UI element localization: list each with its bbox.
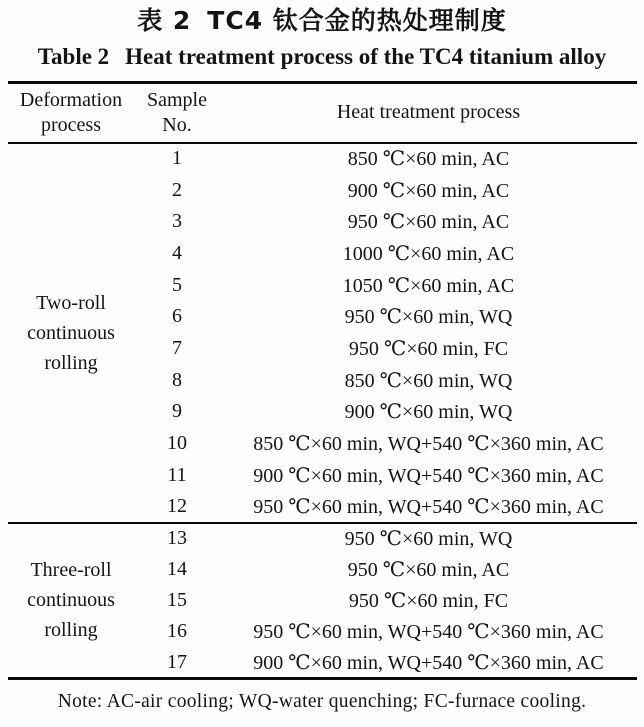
process-cell: 950 ℃×60 min, WQ+540 ℃×360 min, AC: [253, 495, 604, 518]
process-cell: 950 ℃×60 min, WQ+540 ℃×360 min, AC: [253, 621, 604, 644]
sample-no: 11: [167, 463, 187, 486]
sample-no: 2: [172, 178, 182, 201]
group-three-roll: [8, 523, 637, 679]
heat-treatment-table: [8, 81, 637, 680]
sample-no: 8: [172, 368, 182, 391]
col-header-heat-treatment-process: Heat treatment process: [220, 83, 637, 143]
process-cell: 850 ℃×60 min, WQ+540 ℃×360 min, AC: [253, 433, 604, 456]
sample-no: 16: [167, 620, 187, 643]
group-two-roll: [8, 143, 637, 523]
process-cell: 950 ℃×60 min, WQ: [344, 528, 513, 551]
table-number-chinese: 表 2: [137, 6, 192, 35]
process-cell: 950 ℃×60 min, WQ: [344, 306, 513, 329]
table-row: [8, 523, 637, 554]
process-cell: 1050 ℃×60 min, AC: [342, 274, 515, 297]
sample-no: 5: [172, 273, 182, 296]
header-row: [8, 83, 637, 143]
col-header-sample-no: Sample No.: [134, 83, 220, 143]
process-cell: 950 ℃×60 min, FC: [348, 590, 509, 613]
table-number-english: Table 2: [37, 44, 110, 69]
sample-no: 4: [172, 241, 182, 264]
group-label-two-roll: Two-roll continuous rolling: [27, 291, 115, 374]
table-title-chinese: [0, 5, 644, 37]
table-header: [8, 83, 637, 143]
sample-no: 7: [172, 336, 182, 359]
process-cell: 900 ℃×60 min, AC: [347, 179, 510, 202]
col-header-deformation-process: Deformation process: [8, 83, 134, 143]
table-note: Note: AC-air cooling; WQ-water quenching; FC-furnace cooling.: [57, 691, 587, 713]
sample-no: 17: [167, 650, 187, 673]
sample-no: 6: [172, 305, 182, 328]
process-cell: 950 ℃×60 min, FC: [348, 337, 509, 360]
sample-no: 9: [172, 400, 182, 423]
sample-no: 14: [167, 558, 187, 581]
process-cell: 900 ℃×60 min, WQ+540 ℃×360 min, AC: [253, 464, 604, 487]
process-cell: 850 ℃×60 min, AC: [347, 148, 510, 171]
sample-no: 13: [167, 527, 187, 550]
table-title-english: [0, 42, 644, 72]
process-cell: 950 ℃×60 min, AC: [347, 211, 510, 234]
process-cell: 900 ℃×60 min, WQ: [344, 401, 513, 424]
sample-no: 10: [167, 432, 187, 455]
table-row: [8, 143, 637, 175]
process-cell: 850 ℃×60 min, WQ: [344, 369, 513, 392]
process-cell: 1000 ℃×60 min, AC: [342, 242, 515, 265]
process-cell: 900 ℃×60 min, WQ+540 ℃×360 min, AC: [253, 651, 604, 674]
sample-no: 3: [172, 210, 182, 233]
sample-no: 12: [167, 494, 187, 517]
table-title-chinese-text: TC4 钛合金的热处理制度: [207, 6, 507, 35]
table-title-english-text: Heat treatment process of the TC4 titanium alloy: [125, 44, 607, 69]
sample-no: 1: [172, 147, 182, 170]
process-cell: 950 ℃×60 min, AC: [347, 559, 510, 582]
sample-no: 15: [167, 589, 187, 612]
group-label-three-roll: Three-roll continuous rolling: [27, 559, 115, 642]
